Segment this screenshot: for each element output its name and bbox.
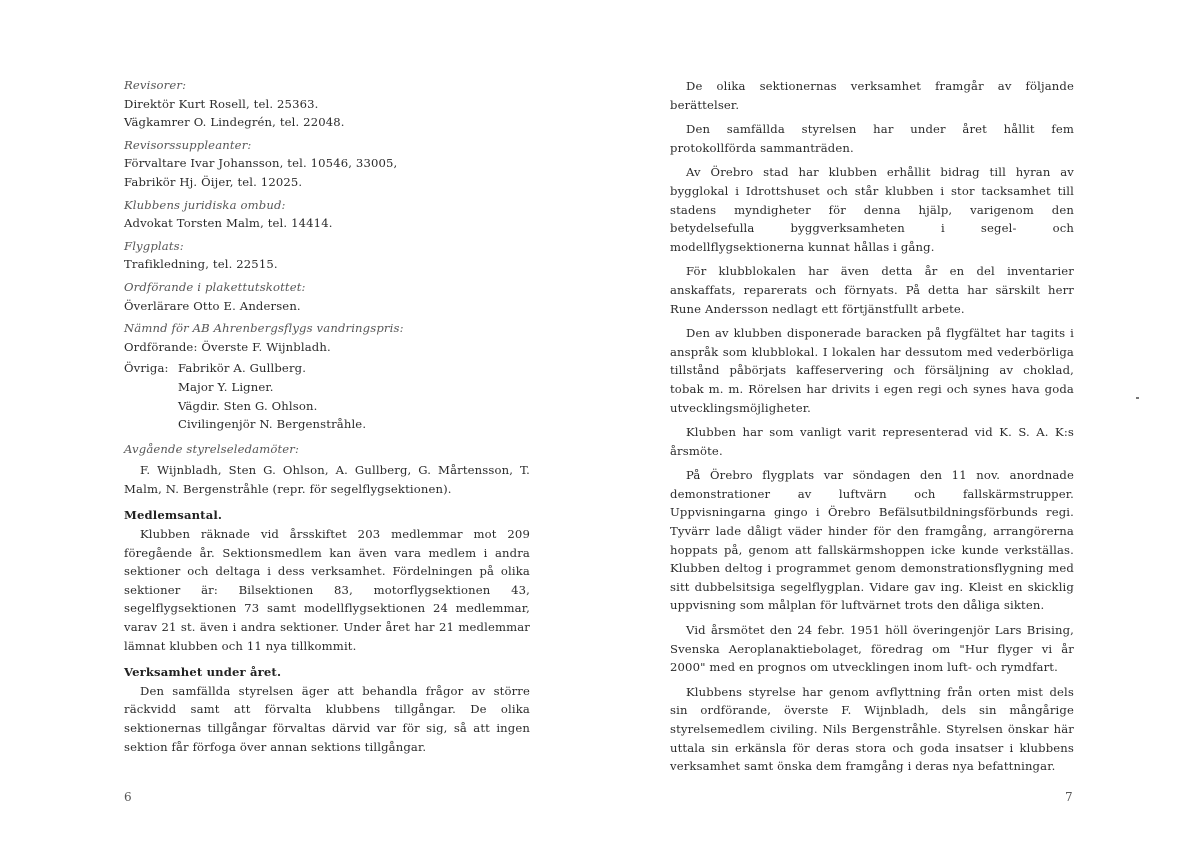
deputy-auditors-section — [124, 136, 530, 192]
section-line: Överlärare Otto E. Andersen. — [124, 298, 301, 313]
section-line: Direktör Kurt Rosell, tel. 25363. — [124, 96, 319, 111]
activity-section — [124, 663, 530, 756]
plaque-committee-section — [124, 278, 530, 315]
section-heading: Flygplats: — [124, 238, 184, 253]
right-page-content — [670, 77, 1074, 782]
jury-member: Vägdir. Sten G. Ohlson. — [178, 398, 318, 413]
airport-section — [124, 237, 530, 274]
jury-others-label: Övriga: — [124, 361, 169, 376]
membership-text: Klubben räknade vid årsskiftet 203 medlemmar mot 209 föregående år. Sektionsmedlem kan även vara medlem i andra sektioner och deltaga i dess verksamhet. Fördelningen på olika sektioner är: Bilsektionen 83, motorflygsektionen 43, segelflygsektionen 73 samt modellflygsektionen 24 medlemmar, varav 21 st. även i andra sektioner. Under året har 21 medlemmar lämnat klubben och 11 nya tillkommit. — [124, 527, 530, 653]
paragraph: Av Örebro stad har klubben erhållit bidrag till hyran av bygglokal i Idrottshuset och står klubben i stor tacksamhet till stadens myndigheter för denna hjälp, varigenom den betydelsefulla byggverksamheten i segel- och modellflygsektionerna kunnat hållas i gång. — [670, 165, 1074, 254]
membership-heading: Medlemsantal. — [124, 508, 223, 523]
paragraph: Vid årsmötet den 24 febr. 1951 höll överingenjör Lars Brising, Svenska Aeroplanaktiebolaget, föredrag om "Hur flyger vi år 2000" med en prognos om utvecklingen inom luft- och rymdfart. — [670, 623, 1074, 675]
section-line: Fabrikör Hj. Öijer, tel. 12025. — [124, 174, 303, 189]
activity-text: Den samfällda styrelsen äger att behandla frågor av större räckvidd samt att förvalta klubbens tillgångar. De olika sektionernas tillgångar förvaltas därvid var för sig, så att ingen sektion får förfoga över annan sektions tillgångar. — [124, 683, 530, 754]
right-page — [600, 0, 1200, 848]
paragraph: Den samfällda styrelsen har under året hållit fem protokollförda sammanträden. — [670, 122, 1074, 155]
section-line: Trafikledning, tel. 22515. — [124, 257, 278, 272]
membership-section — [124, 506, 530, 655]
left-page-content — [124, 72, 530, 761]
section-line: Förvaltare Ivar Johansson, tel. 10546, 33005, — [124, 156, 398, 171]
retiring-board-section — [124, 440, 530, 499]
jury-section — [124, 319, 530, 434]
section-heading: Ordförande i plakettutskottet: — [124, 279, 306, 294]
section-heading: Avgående styrelseledamöter: — [124, 441, 300, 456]
paragraph: Klubben har som vanligt varit representerad vid K. S. A. K:s årsmöte. — [670, 425, 1074, 458]
scan-speck — [1136, 397, 1139, 399]
paragraph: De olika sektionernas verksamhet framgår av följande berättelser. — [670, 79, 1074, 112]
section-heading: Klubbens juridiska ombud: — [124, 197, 286, 212]
legal-counsel-section — [124, 196, 530, 233]
paragraph: På Örebro flygplats var söndagen den 11 nov. anordnade demonstrationer av luftvärn och fallskärmstrupper. Uppvisningarna gingo i Örebro Befälsutbildningsförbunds regi. Tyvärr lade dåligt väder hinder för den framgång, arrangörerna hoppats på, genom att fallskärmshoppen icke kunde verkställas. Klubben deltog i programmet genom demonstrationsflygning med sitt dubbelsitsiga segelflygplan. Vidare gav ing. Kleist en skicklig uppvisning som målplan för luftvärnet trots den dåliga sikten. — [670, 468, 1074, 613]
paragraph: Klubbens styrelse har genom avflyttning från orten mist dels sin ordförande, överste F. Wijnbladh, dels sin mångårige styrelsemedlem civiling. Nils Bergenstråhle. Styrelsen önskar här uttala sin erkänsla för deras stora och goda insatser i klubbens verksamhet samt önska dem framgång i deras nya befattningar. — [670, 684, 1074, 774]
jury-member: Civilingenjör N. Bergenstråhle. — [178, 417, 367, 432]
page-number: 6 — [124, 790, 132, 804]
section-line: Advokat Torsten Malm, tel. 14414. — [124, 216, 333, 231]
section-heading: Nämnd för AB Ahrenbergsflygs vandringspris: — [124, 321, 404, 336]
activity-heading: Verksamhet under året. — [124, 665, 282, 680]
section-heading: Revisorer: — [124, 78, 187, 92]
section-heading: Revisorssuppleanter: — [124, 137, 252, 152]
retiring-members-text: F. Wijnbladh, Sten G. Ohlson, A. Gullberg, G. Mårtensson, T. Malm, N. Bergenstråhle (repr. för segelflygsektionen). — [124, 463, 530, 496]
jury-member: Fabrikör A. Gullberg. — [178, 361, 307, 376]
auditors-section — [124, 76, 530, 132]
jury-others-row — [124, 359, 530, 378]
jury-member: Major Y. Ligner. — [178, 379, 274, 394]
paragraph: För klubblokalen har även detta år en del inventarier anskaffats, reparerats och förnyats. På detta har särskilt herr Rune Andersson nedlagt ett förtjänstfullt arbete. — [670, 264, 1074, 316]
section-line: Vägkamrer O. Lindegrén, tel. 22048. — [124, 115, 345, 130]
paragraph: Den av klubben disponerade baracken på flygfältet har tagits i anspråk som klubblokal. I lokalen har dessutom med vederbörliga tillstånd påbörjats kaffeservering och försäljning av choklad, tobak m. m. Rörelsen har drivits i egen regi och synes hava goda utvecklingsmöjligheter. — [670, 326, 1074, 415]
page-number: 7 — [1065, 790, 1073, 804]
jury-chair: Ordförande: Överste F. Wijnbladh. — [124, 339, 331, 354]
